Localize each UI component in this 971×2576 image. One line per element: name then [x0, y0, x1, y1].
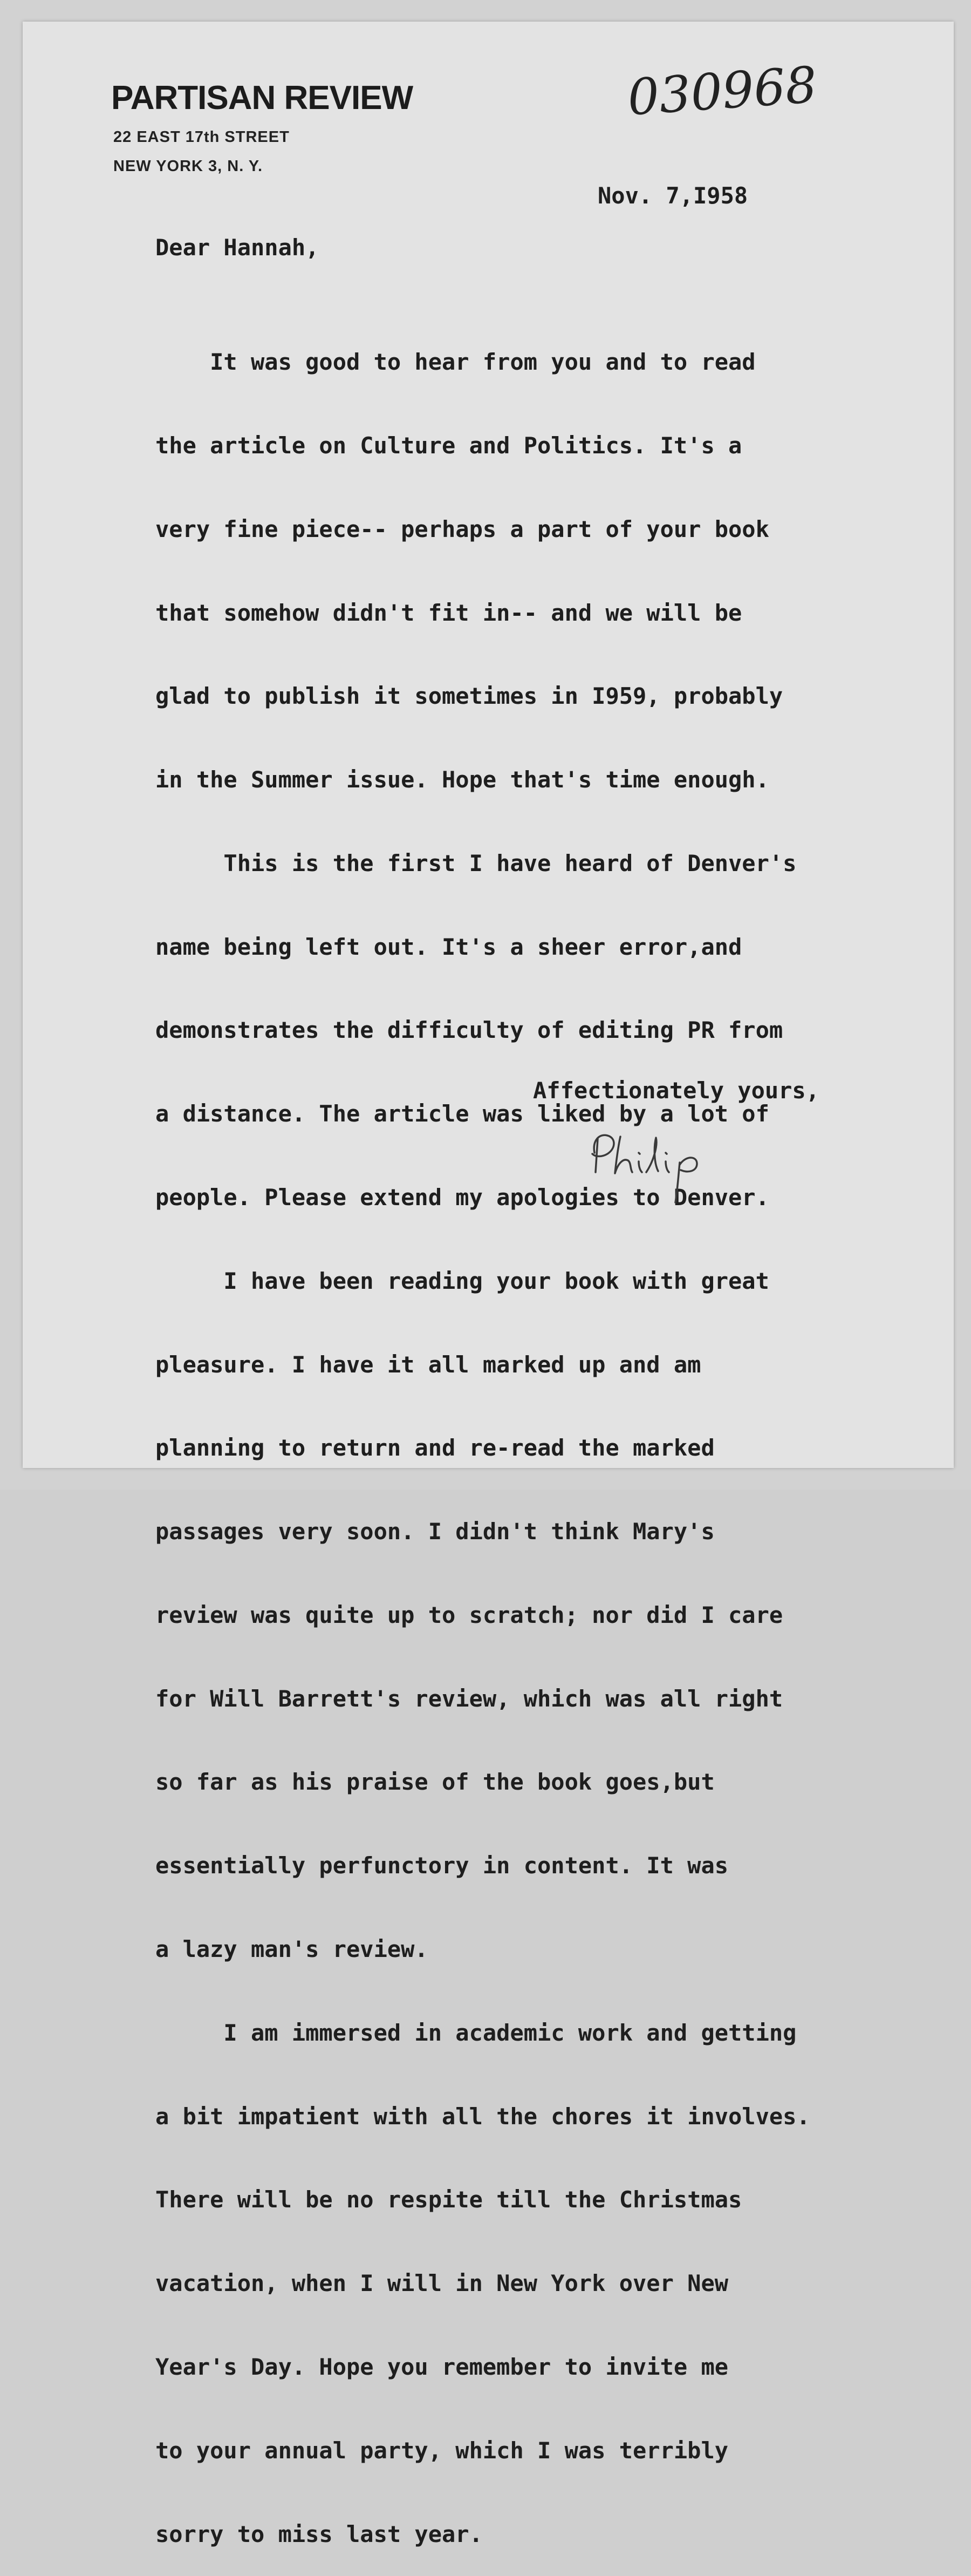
body-line: a distance. The article was liked by a lot of	[155, 1100, 769, 1127]
body-line: essentially perfunctory in content. It was	[155, 1852, 729, 1879]
body-line: This is the first I have heard of Denver's	[155, 849, 797, 876]
body-line: I have been reading your book with great	[155, 1267, 769, 1294]
body-line: There will be no respite till the Christmas	[155, 2186, 742, 2213]
body-line: Year's Day. Hope you remember to invite me	[155, 2353, 729, 2380]
body-line: the article on Culture and Politics. It's a	[155, 432, 742, 459]
letterhead-city: NEW YORK 3, N. Y.	[113, 158, 263, 175]
archive-number: 030968	[626, 56, 819, 127]
body-line: name being left out. It's a sheer error,and	[155, 933, 742, 960]
body-line: glad to publish it sometimes in I959, probably	[155, 683, 783, 710]
body-line: to your annual party, which I was terribly	[155, 2437, 729, 2464]
letter-date: Nov. 7,I958	[598, 182, 748, 209]
body-line: a lazy man's review.	[155, 1936, 428, 1963]
letter-body	[155, 293, 810, 2576]
body-line: for Will Barrett's review, which was all right	[155, 1685, 783, 1712]
letterhead-street: 22 EAST 17th STREET	[113, 128, 290, 146]
body-line: pleasure. I have it all marked up and am	[155, 1351, 701, 1378]
body-line: so far as his praise of the book goes,but	[155, 1769, 715, 1796]
body-line: planning to return and re-read the marked	[155, 1435, 715, 1462]
body-line: very fine piece-- perhaps a part of your book	[155, 515, 769, 542]
body-line: I am immersed in academic work and getting	[155, 2019, 797, 2046]
body-line: in the Summer issue. Hope that's time enough.	[155, 766, 769, 793]
body-line: It was good to hear from you and to read	[155, 349, 756, 376]
salutation: Dear Hannah,	[155, 234, 319, 261]
body-line: review was quite up to scratch; nor did I care	[155, 1601, 783, 1628]
body-line: a bit impatient with all the chores it involves.	[155, 2103, 810, 2130]
body-line: sorry to miss last year.	[155, 2520, 483, 2547]
letterhead-name: PARTISAN REVIEW	[111, 79, 413, 117]
handwritten-signature	[583, 1125, 809, 1206]
body-line: people. Please extend my apologies to Denver.	[155, 1184, 769, 1211]
body-line: that somehow didn't fit in-- and we will be	[155, 599, 742, 626]
body-line: passages very soon. I didn't think Mary's	[155, 1518, 715, 1545]
body-line: vacation, when I will in New York over New	[155, 2270, 729, 2297]
closing: Affectionately yours,	[533, 1077, 820, 1104]
body-line: demonstrates the difficulty of editing PR from	[155, 1017, 783, 1044]
